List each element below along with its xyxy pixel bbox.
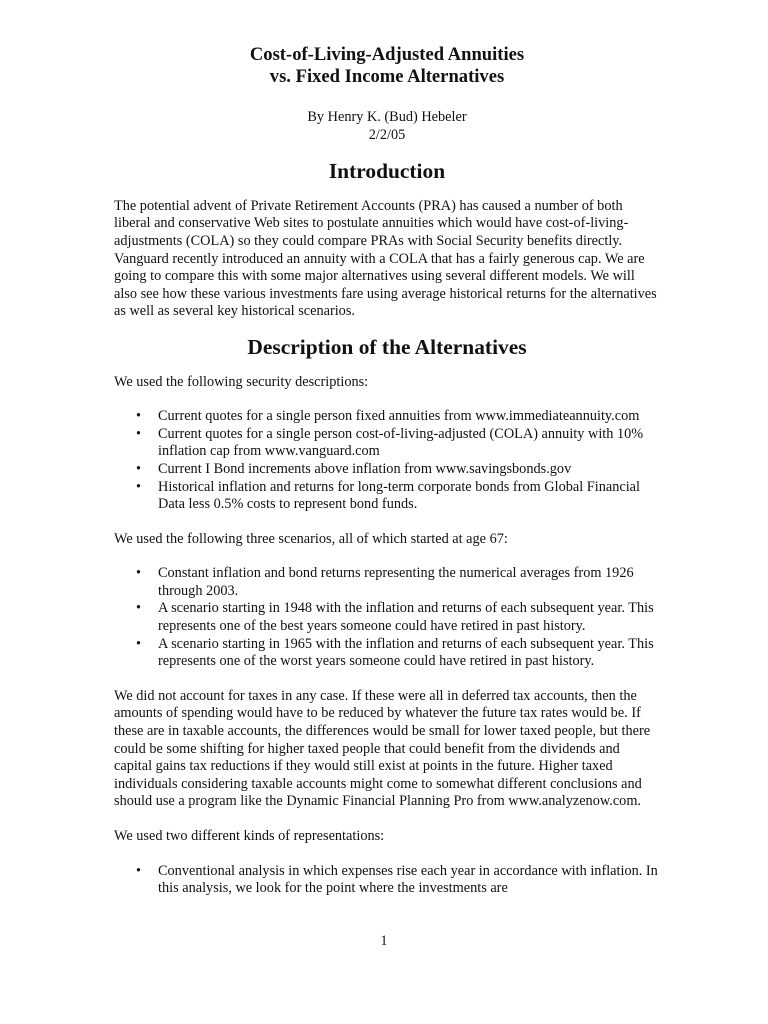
bullet-icon: • bbox=[136, 635, 142, 652]
document-title bbox=[114, 44, 660, 88]
bullet-icon: • bbox=[136, 600, 142, 617]
intro-heading: Introduction bbox=[328, 159, 446, 184]
list-item-text: A scenario starting in 1948 with the inflation and returns of each subsequent year. This represents one of the best years someone could have retired in past history. bbox=[158, 600, 654, 635]
list-item bbox=[114, 600, 660, 635]
list-item-text: Constant inflation and bond returns representing the numerical averages from 1926 through 2003. bbox=[158, 565, 634, 599]
scenario-intro: We used the following three scenarios, all of which started at age 67: bbox=[114, 530, 508, 547]
bullet-icon: • bbox=[136, 425, 142, 442]
list-item-text: Current I Bond increments above inflation from www.savingsbonds.gov bbox=[158, 460, 572, 477]
list-item bbox=[114, 426, 660, 461]
list-item-text: Current quotes for a single person cost-of-living-adjusted (COLA) annuity with 10% inflation cap from www.vanguard.com bbox=[158, 425, 644, 460]
bullet-icon: • bbox=[136, 408, 142, 425]
list-item bbox=[114, 863, 660, 898]
document-page bbox=[114, 44, 660, 898]
description-heading: Description of the Alternatives bbox=[247, 334, 527, 359]
list-item bbox=[114, 461, 660, 479]
list-item bbox=[114, 408, 660, 426]
bullet-icon: • bbox=[136, 460, 142, 477]
list-item bbox=[114, 636, 660, 671]
author-line: By Henry K. (Bud) Hebeler bbox=[307, 109, 467, 125]
list-item bbox=[114, 565, 660, 600]
list-item bbox=[114, 479, 660, 514]
document-date: 2/2/05 bbox=[368, 126, 406, 143]
intro-paragraph: The potential advent of Private Retirement Accounts (PRA) has caused a number of both liberal and conservative Web sites to postulate annuities which would have cost-of-living-adjustments (COLA) so they could compare PRAs with Social Security benefits directly. Vanguard recently introduced an annuity with a COLA that has a fairly generous cap. We are going to compare this with some major alternatives using several different models. We will also see how these various investments fare using average historical returns for the alternatives as well as several key historical scenarios. bbox=[114, 197, 657, 320]
bullet-icon: • bbox=[136, 565, 142, 582]
list-item-text: A scenario starting in 1965 with the inflation and returns of each subsequent year. This represents one of the worst years someone could have retired in past history. bbox=[158, 635, 654, 670]
page-number: 1 bbox=[380, 933, 388, 949]
representations-intro: We used two different kinds of representations: bbox=[114, 828, 385, 844]
bullet-icon: • bbox=[136, 862, 142, 879]
title-line-2: vs. Fixed Income Alternatives bbox=[269, 66, 505, 87]
representations-list bbox=[114, 863, 660, 898]
security-list bbox=[114, 408, 660, 514]
security-intro: We used the following security descriptions: bbox=[114, 373, 369, 390]
list-item-text: Historical inflation and returns for long-term corporate bonds from Global Financial Data less 0.5% costs to represent bond funds. bbox=[158, 478, 640, 513]
title-line-1: Cost-of-Living-Adjusted Annuities bbox=[249, 44, 525, 65]
tax-paragraph: We did not account for taxes in any case. If these were all in deferred tax accounts, then the amounts of spending would have to be reduced by whatever the future tax rates would be. If these are in taxable accounts, the differences would be small for lower taxed people, but there could be some shifting for higher taxed people that could benefit from the dividends and capital gains tax reductions if they would still exist at points in the future. Higher taxed individuals considering taxable accounts might come to somewhat different conclusions and should use a program like the Dynamic Financial Planning Pro from www.analyzenow.com. bbox=[114, 687, 651, 810]
scenario-list bbox=[114, 565, 660, 671]
list-item-text: Current quotes for a single person fixed annuities from www.immediateannuity.com bbox=[158, 408, 640, 425]
list-item-text: Conventional analysis in which expenses rise each year in accordance with inflation. In this analysis, we look for the point where the investments are bbox=[158, 862, 658, 897]
bullet-icon: • bbox=[136, 478, 142, 495]
